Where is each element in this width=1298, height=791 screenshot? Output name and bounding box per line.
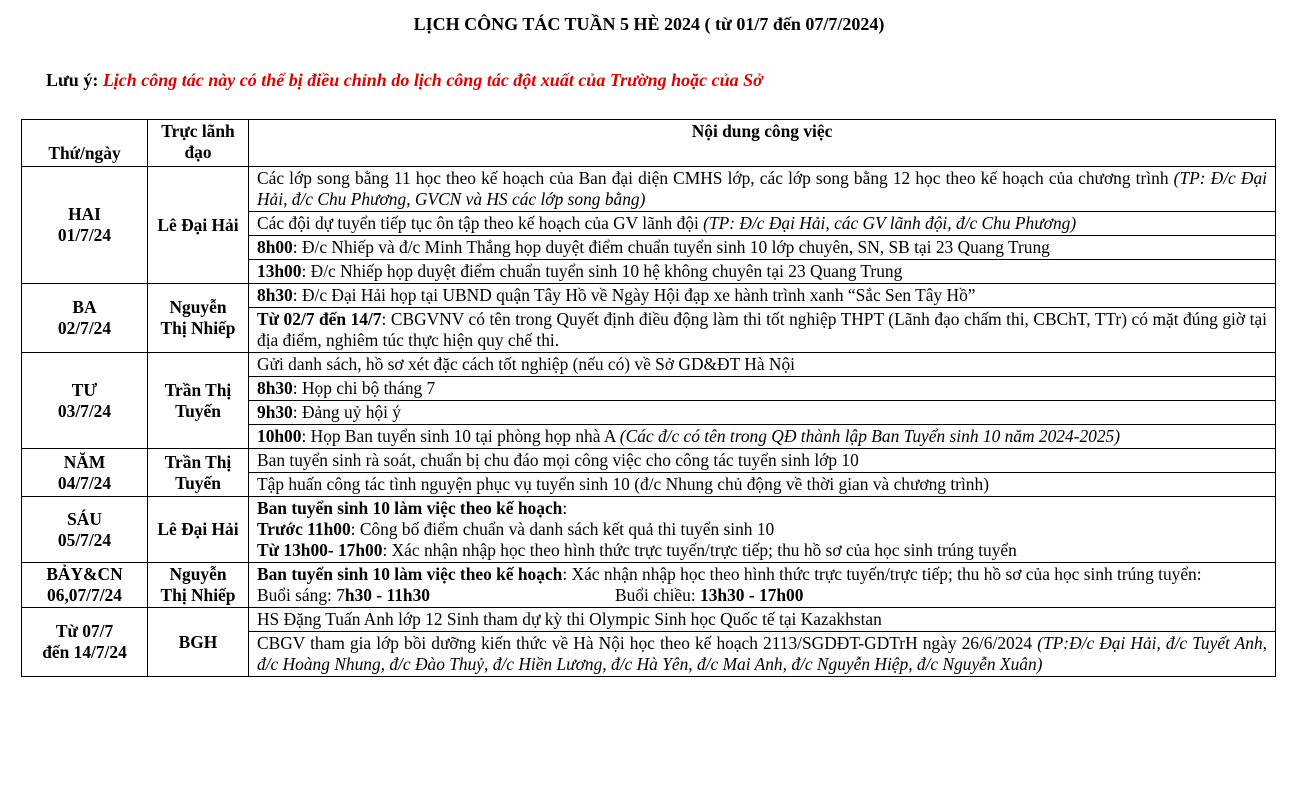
item-text: : Họp chi bộ tháng 7 bbox=[292, 378, 436, 398]
item-time: Trước 11h00 bbox=[257, 519, 351, 539]
task-cell bbox=[249, 497, 1276, 563]
task-cell bbox=[249, 401, 1276, 425]
morning-label: Buổi sáng: 7 bbox=[257, 585, 345, 605]
day-date: 06,07/7/24 bbox=[47, 585, 122, 605]
item-time: Từ 02/7 đến 14/7 bbox=[257, 309, 382, 329]
item-text: : Đ/c Nhiếp và đ/c Minh Thắng họp duyệt điểm chuẩn tuyển sinh 10 lớp chuyên, SN, SB tại 23 Quang Trung bbox=[292, 237, 1050, 257]
item-text: Các lớp song bằng 11 học theo kế hoạch của Ban đại diện CMHS lớp, các lớp song bằng 12 học theo kế hoạch của chương trình bbox=[257, 168, 1174, 188]
day-date: 04/7/24 bbox=[57, 472, 112, 493]
day-name: NĂM bbox=[63, 451, 106, 472]
task-cell bbox=[249, 236, 1276, 260]
item-text: : Đ/c Đại Hải họp tại UBND quận Tây Hồ về Ngày Hội đạp xe hành trình xanh “Sắc Sen Tây Hồ” bbox=[292, 285, 976, 305]
item-time: 8h30 bbox=[257, 285, 293, 305]
day-name: TƯ bbox=[71, 379, 98, 400]
table-row bbox=[22, 167, 1276, 212]
day-cell bbox=[22, 449, 148, 497]
task-cell bbox=[249, 608, 1276, 632]
lead-cell: Trần Thị Tuyến bbox=[148, 353, 249, 449]
lead-cell: Nguyễn Thị Nhiếp bbox=[148, 284, 249, 353]
task-cell bbox=[249, 377, 1276, 401]
task-cell bbox=[249, 284, 1276, 308]
day-name: HAI bbox=[68, 204, 101, 224]
note bbox=[46, 70, 763, 91]
lead-cell: Lê Đại Hải bbox=[148, 167, 249, 284]
task-cell bbox=[249, 632, 1276, 677]
day-cell bbox=[22, 563, 148, 608]
morning-time: h30 - 11h30 bbox=[344, 585, 430, 605]
item-text: HS Đặng Tuấn Anh lớp 12 Sinh tham dự kỳ thi Olympic Sinh học Quốc tế tại Kazakhstan bbox=[257, 609, 882, 629]
item-text: : bbox=[562, 498, 568, 518]
item-text: : Họp Ban tuyển sinh 10 tại phòng họp nhà A bbox=[301, 426, 620, 446]
task-cell bbox=[249, 473, 1276, 497]
item-participants: (TP: Đ/c Đại Hải, các GV lãnh đội, đ/c Chu Phương) bbox=[703, 213, 1077, 233]
lead-cell: Trần Thị Tuyến bbox=[148, 449, 249, 497]
item-title: Ban tuyển sinh 10 làm việc theo kế hoạch bbox=[257, 564, 563, 584]
item-text: Gửi danh sách, hồ sơ xét đặc cách tốt nghiệp (nếu có) về Sở GD&ĐT Hà Nội bbox=[257, 354, 795, 374]
afternoon-slot bbox=[615, 585, 803, 606]
morning-slot bbox=[257, 585, 615, 606]
task-cell bbox=[249, 308, 1276, 353]
task-cell bbox=[249, 353, 1276, 377]
day-name: BA bbox=[72, 297, 97, 317]
page-title: LỊCH CÔNG TÁC TUẦN 5 HÈ 2024 ( từ 01/7 đến 07/7/2024) bbox=[413, 14, 885, 34]
day-cell bbox=[22, 608, 148, 677]
note-label: Lưu ý: bbox=[46, 70, 103, 90]
day-date: 03/7/24 bbox=[57, 400, 112, 421]
table-row bbox=[22, 497, 1276, 563]
item-time: 10h00 bbox=[257, 426, 302, 446]
item-time: 13h00 bbox=[257, 261, 302, 281]
schedule-body bbox=[22, 167, 1276, 677]
day-cell bbox=[22, 353, 148, 449]
afternoon-time: 13h30 - 17h00 bbox=[700, 585, 804, 605]
header-day: Thứ/ngày bbox=[22, 120, 148, 167]
item-text: : Xác nhận nhập học theo hình thức trực tuyến/trực tiếp; thu hồ sơ của học sinh trúng tuyển: bbox=[562, 564, 1202, 584]
item-participants: (Các đ/c có tên trong QĐ thành lập Ban Tuyển sinh 10 năm 2024-2025) bbox=[619, 426, 1121, 446]
header-lead: Trực lãnh đạo bbox=[148, 120, 249, 167]
day-date: 02/7/24 bbox=[57, 318, 112, 338]
item-text: : Xác nhận nhập học theo hình thức trực tuyến/trực tiếp; thu hồ sơ của học sinh trúng tuyển bbox=[382, 540, 1017, 560]
schedule-table bbox=[21, 119, 1276, 677]
task-line bbox=[257, 498, 1267, 519]
day-name: BẢY&CN bbox=[46, 564, 123, 584]
item-text: : CBGVNV có tên trong Quyết định điều động làm thi tốt nghiệp THPT (Lãnh đạo chấm thi, CBChT, TTr) có mặt đúng giờ tại địa điểm, nghiêm túc thực hiện quy chế thi. bbox=[257, 309, 1267, 350]
table-row bbox=[22, 284, 1276, 308]
afternoon-label: Buổi chiều: bbox=[615, 585, 701, 605]
item-time: 9h30 bbox=[257, 402, 293, 422]
item-time: 8h30 bbox=[257, 378, 293, 398]
day-name: Từ 07/7 bbox=[55, 621, 114, 641]
day-date: đến 14/7/24 bbox=[42, 642, 127, 662]
item-text: : Công bố điểm chuẩn và danh sách kết quả thi tuyển sinh 10 bbox=[350, 519, 775, 539]
task-intro bbox=[257, 564, 1267, 585]
table-row bbox=[22, 449, 1276, 473]
day-cell bbox=[22, 284, 148, 353]
table-row bbox=[22, 353, 1276, 377]
task-line bbox=[257, 519, 1267, 540]
task-cell bbox=[249, 563, 1276, 608]
task-cell bbox=[249, 212, 1276, 236]
item-text: Ban tuyển sinh rà soát, chuẩn bị chu đáo mọi công việc cho công tác tuyển sinh lớp 10 bbox=[257, 450, 859, 470]
item-participants: (TP:Đ/c Đại Hải, đ/c Tuyết Anh, đ/c Hoàng Nhung, đ/c Đào Thuỷ, đ/c Hiền Lương, đ/c Hà Yên, đ/c Mai Anh, đ/c Nguyễn Hiệp, đ/c Nguyễn Xuân) bbox=[257, 633, 1267, 674]
item-text: : Đ/c Nhiếp họp duyệt điểm chuẩn tuyển sinh 10 hệ không chuyên tại 23 Quang Trung bbox=[301, 261, 903, 281]
table-row bbox=[22, 608, 1276, 632]
header-row bbox=[22, 120, 1276, 167]
item-participants: (TP: Đ/c Đại Hải, đ/c Chu Phương, GVCN và HS các lớp song bằng) bbox=[257, 168, 1267, 209]
item-time: 8h00 bbox=[257, 237, 293, 257]
time-slots bbox=[257, 585, 1267, 606]
table-row bbox=[22, 563, 1276, 608]
task-line bbox=[257, 540, 1267, 561]
day-date: 01/7/24 bbox=[57, 225, 112, 245]
note-text: Lịch công tác này có thể bị điều chỉnh do lịch công tác đột xuất của Trường hoặc của Sở bbox=[102, 70, 763, 90]
item-text: Các đội dự tuyển tiếp tục ôn tập theo kế hoạch của GV lãnh đội bbox=[257, 213, 704, 233]
lead-cell: Nguyễn Thị Nhiếp bbox=[148, 563, 249, 608]
task-cell bbox=[249, 425, 1276, 449]
lead-cell: Lê Đại Hải bbox=[148, 497, 249, 563]
item-text: : Đảng uỷ hội ý bbox=[292, 402, 401, 422]
item-time: Từ 13h00- 17h00 bbox=[257, 540, 383, 560]
item-text: CBGV tham gia lớp bồi dưỡng kiến thức về Hà Nội học theo kế hoạch 2113/SGDĐT-GDTrH ngày 26/6/2024 bbox=[257, 633, 1038, 653]
day-cell bbox=[22, 497, 148, 563]
item-text: Tập huấn công tác tình nguyện phục vụ tuyển sinh 10 (đ/c Nhung chủ động về thời gian và chương trình) bbox=[257, 474, 989, 494]
task-cell bbox=[249, 260, 1276, 284]
day-name: SÁU bbox=[67, 508, 102, 529]
header-content: Nội dung công việc bbox=[249, 120, 1276, 167]
day-cell bbox=[22, 167, 148, 284]
lead-cell: BGH bbox=[148, 608, 249, 677]
item-time: Ban tuyển sinh 10 làm việc theo kế hoạch bbox=[257, 498, 563, 518]
task-cell bbox=[249, 449, 1276, 473]
task-cell bbox=[249, 167, 1276, 212]
day-date: 05/7/24 bbox=[57, 529, 112, 550]
